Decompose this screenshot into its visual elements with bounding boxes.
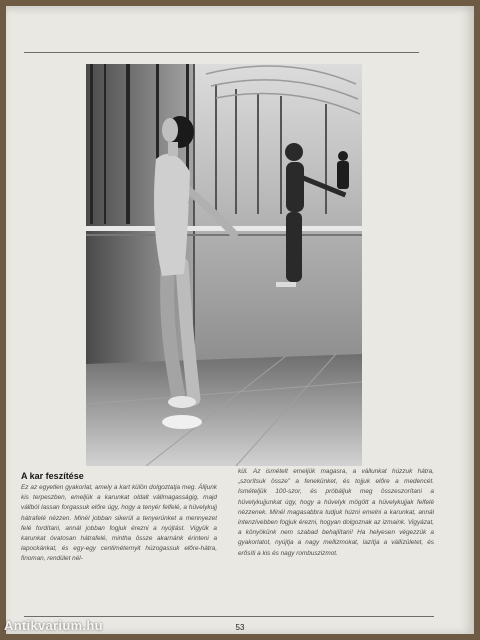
ballet-dancer-photo bbox=[86, 64, 362, 466]
bottom-rule bbox=[24, 616, 434, 617]
watermark-logo: Antikvarium.hu bbox=[4, 618, 103, 633]
body-text-right-column: kül. Az ismételt emeljük magasra, a vállunkat húzzuk hátra, „szorítsuk össze” a fenekünket, és tojjuk előre a medencét. Ismételjük 100-szor, és próbáljuk meg összeszorítani a hüvelykujjunkat úgy, hogy a hüvelyk mögött a hüvelykujjak felfelé nézzenek. Minél magasabbra tudjuk húzni emelni a karunkat, annál intenzívebben fogjuk érezni, hogyan dolgoznak az izmaink. Vigyázat, a könyökünk nem szabad behajlítani! Ha helyesen végezzük a gyakorlatot, nyújtja a nagy mellizmokat, lazítja a vállízületet, és erősíti a kis és nagy rombuszizmot. bbox=[238, 468, 434, 557]
section-heading: A kar feszítése bbox=[21, 471, 84, 481]
book-page bbox=[6, 6, 474, 634]
body-text-left-column: Ez az egyetlen gyakorlat, amely a kart külön dolgoztatja meg. Álljunk kis terpeszben, emeljük a karunkat oldalt vállmagasságig, majd vállból lassan forgassuk előre úgy, hogy a tenyér felfelé, a hüvelykujj hátrafelé nézzen. Minél jobban sikerül a tenyerünket a mennyezet felé fordítani, annál jobban fogjuk érezni a nyújtást. Vigyük a karunkat óvatosan hátrafelé, mintha össze akarnánk érinteni a lapockánkat, és egy-egy centiméternyit húzogassuk előre-hátra, finoman, rendület nél- bbox=[21, 484, 217, 563]
photo-illustration bbox=[86, 64, 362, 466]
page-number: 53 bbox=[235, 623, 245, 632]
top-rule bbox=[24, 52, 419, 53]
